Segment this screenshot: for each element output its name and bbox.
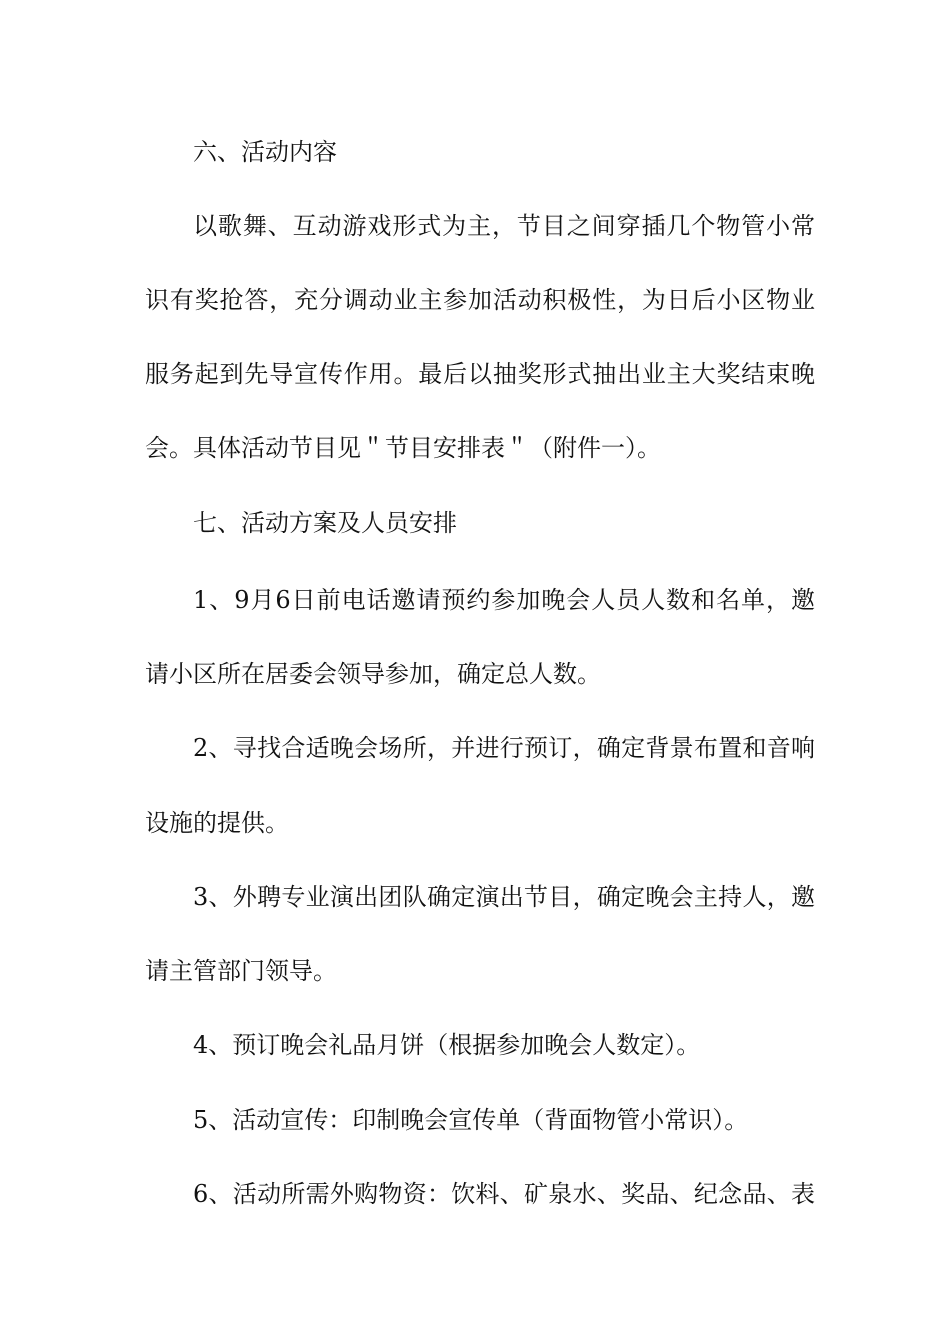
paragraph-line: 5、活动宣传：印制晚会宣传单（背面物管小常识）。 [193,1106,749,1134]
section-heading-activity-content: 六、活动内容 [193,138,337,166]
paragraph-line: 请小区所在居委会领导参加，确定总人数。 [145,660,601,688]
paragraph-line: 识有奖抢答，充分调动业主参加活动积极性，为日后小区物业 [145,286,815,314]
paragraph-line: 以歌舞、互动游戏形式为主，节目之间穿插几个物管小常 [193,212,815,240]
paragraph-line: 会。具体活动节目见＂节目安排表＂（附件一）。 [145,434,661,462]
paragraph-line: 设施的提供。 [145,809,289,837]
paragraph-line: 服务起到先导宣传作用。最后以抽奖形式抽出业主大奖结束晚 [145,360,815,388]
paragraph-line: 请主管部门领导。 [145,957,337,985]
paragraph-line: 4、预订晚会礼品月饼（根据参加晚会人数定）。 [193,1031,701,1059]
paragraph-line: 3、外聘专业演出团队确定演出节目，确定晚会主持人，邀 [193,883,815,911]
paragraph-line: 2、寻找合适晚会场所，并进行预订，确定背景布置和音响 [193,734,815,762]
section-heading-plan-and-staffing: 七、活动方案及人员安排 [193,509,457,537]
paragraph-line: 1、9月6日前电话邀请预约参加晚会人员人数和名单，邀 [193,586,815,614]
paragraph-line: 6、活动所需外购物资：饮料、矿泉水、奖品、纪念品、表 [193,1180,815,1208]
